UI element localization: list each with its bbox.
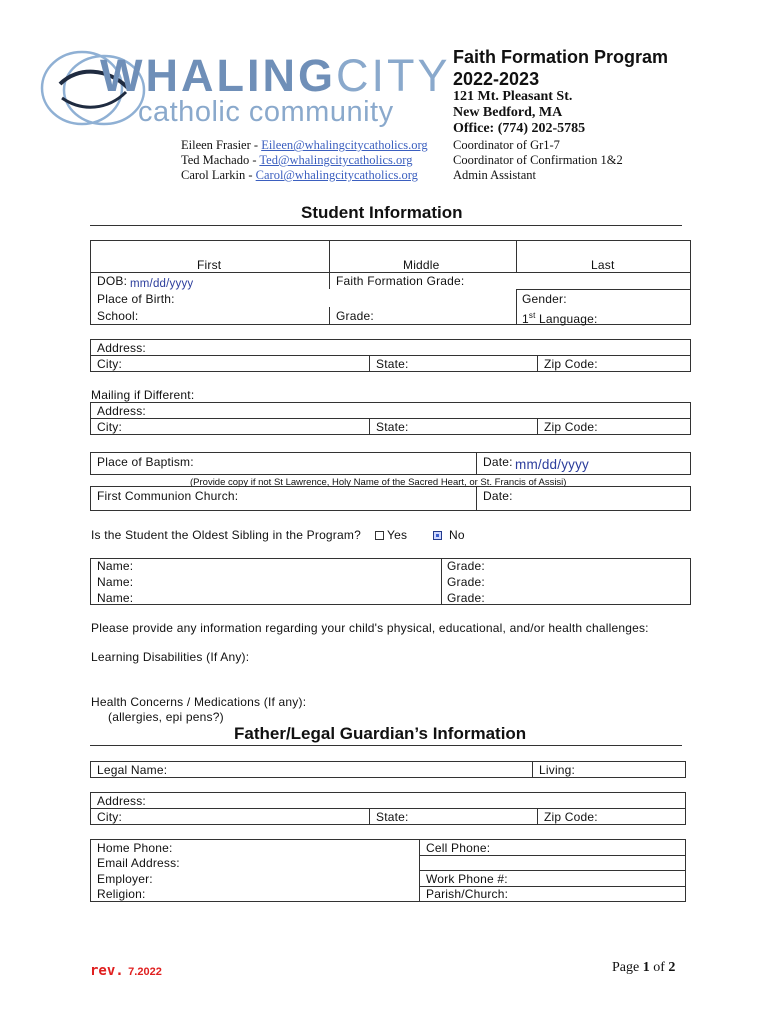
contact-email-link[interactable]: Carol@whalingcitycatholics.org bbox=[255, 168, 418, 182]
contact-role: Coordinator of Gr1-7 bbox=[453, 138, 560, 152]
father-address-label: Address: bbox=[97, 794, 146, 808]
baptism-date-label: Date: bbox=[483, 455, 513, 469]
mailing-address-label: Address: bbox=[97, 404, 146, 418]
divider bbox=[419, 870, 686, 871]
logo-name-part2: CITY bbox=[335, 50, 451, 101]
divider bbox=[476, 486, 477, 511]
divider bbox=[532, 761, 533, 778]
page-current: 1 bbox=[642, 960, 650, 975]
office-phone: Office: (774) 202-5785 bbox=[453, 121, 586, 136]
page-total: 2 bbox=[668, 960, 676, 975]
home-phone-label: Home Phone: bbox=[97, 841, 173, 855]
language-label bbox=[522, 309, 598, 326]
divider bbox=[90, 225, 682, 226]
employer-label: Employer: bbox=[97, 872, 153, 886]
siblings-box bbox=[90, 558, 691, 605]
rev-date: 7.2022 bbox=[128, 966, 162, 978]
address-line2: New Bedford, MA bbox=[453, 105, 563, 120]
contact-email-link[interactable]: Eileen@whalingcitycatholics.org bbox=[261, 138, 428, 152]
contact-name: Carol Larkin - bbox=[181, 168, 256, 182]
sibling-grade-label: Grade: bbox=[447, 591, 485, 605]
address-line1: 121 Mt. Pleasant St. bbox=[453, 89, 573, 104]
divider bbox=[329, 307, 330, 325]
father-section-title: Father/Legal Guardian’s Information bbox=[234, 724, 527, 743]
contact-row bbox=[181, 168, 418, 183]
divider bbox=[537, 355, 538, 372]
no-option[interactable] bbox=[433, 528, 465, 542]
mailing-city-label: City: bbox=[97, 420, 122, 434]
page-number bbox=[612, 960, 675, 976]
divider bbox=[537, 418, 538, 435]
zip-label: Zip Code: bbox=[544, 357, 598, 371]
contact-name: Eileen Frasier - bbox=[181, 138, 262, 152]
state-label: State: bbox=[376, 357, 409, 371]
last-name-input[interactable] bbox=[518, 242, 690, 256]
sibling-name-label: Name: bbox=[97, 559, 134, 573]
logo-name-part1: WHALING bbox=[100, 50, 336, 101]
mailing-label: Mailing if Different: bbox=[91, 388, 195, 402]
communion-date-label: Date: bbox=[483, 489, 513, 503]
divider bbox=[516, 240, 517, 273]
contact-name: Ted Machado - bbox=[181, 153, 260, 167]
living-label: Living: bbox=[539, 763, 576, 777]
sibling-name-label: Name: bbox=[97, 575, 134, 589]
divider bbox=[90, 418, 691, 419]
contact-role: Admin Assistant bbox=[453, 168, 536, 182]
student-section-title: Student Information bbox=[301, 203, 463, 222]
challenges-prompt: Please provide any information regarding your child's physical, educational, and/or health challenges: bbox=[91, 621, 649, 635]
yes-option[interactable] bbox=[375, 528, 407, 542]
ff-grade-label: Faith Formation Grade: bbox=[336, 274, 465, 288]
legal-name-box bbox=[90, 761, 686, 778]
city-label: City: bbox=[97, 357, 122, 371]
health-concerns-label: Health Concerns / Medications (If any): bbox=[91, 695, 307, 709]
email-label: Email Address: bbox=[97, 856, 180, 870]
rev-label: rev. bbox=[90, 963, 124, 979]
sibling-grade-label: Grade: bbox=[447, 559, 485, 573]
cell-phone-label: Cell Phone: bbox=[426, 841, 491, 855]
page-prefix: Page bbox=[612, 960, 643, 975]
program-title: Faith Formation Program bbox=[453, 47, 669, 67]
provide-copy-note: (Provide copy if not St Lawrence, Holy Name of the Sacred Heart, or St. Francis of Assisi) bbox=[190, 477, 567, 488]
work-phone-label: Work Phone #: bbox=[426, 872, 508, 886]
language-text: Language: bbox=[535, 312, 598, 326]
allergies-note: (allergies, epi pens?) bbox=[108, 710, 224, 724]
yes-label: Yes bbox=[387, 528, 408, 542]
dob-input[interactable]: mm/dd/yyyy bbox=[130, 278, 194, 290]
divider bbox=[90, 808, 686, 809]
mailing-state-label: State: bbox=[376, 420, 409, 434]
sibling-name-label: Name: bbox=[97, 591, 134, 605]
gender-label: Gender: bbox=[522, 292, 567, 306]
language-number: 1 bbox=[522, 312, 529, 326]
grade-label: Grade: bbox=[336, 309, 374, 323]
divider bbox=[516, 289, 691, 290]
middle-name-input[interactable] bbox=[331, 242, 515, 256]
revision-note bbox=[90, 962, 162, 980]
parish-label: Parish/Church: bbox=[426, 887, 509, 901]
dob-label: DOB: bbox=[97, 274, 128, 288]
divider bbox=[369, 808, 370, 825]
divider bbox=[369, 418, 370, 435]
divider bbox=[441, 558, 442, 605]
learning-disabilities-label: Learning Disabilities (If Any): bbox=[91, 650, 250, 664]
baptism-place-label: Place of Baptism: bbox=[97, 455, 194, 469]
logo-subtitle: catholic community bbox=[138, 96, 394, 128]
divider bbox=[90, 745, 682, 746]
last-name-label: Last bbox=[591, 258, 615, 272]
contact-email-link[interactable]: Ted@whalingcitycatholics.org bbox=[259, 153, 413, 167]
divider bbox=[419, 839, 420, 902]
first-name-input[interactable] bbox=[92, 242, 328, 256]
program-year: 2022-2023 bbox=[453, 69, 540, 89]
oldest-sibling-question: Is the Student the Oldest Sibling in the Program? bbox=[91, 528, 361, 542]
middle-name-label: Middle bbox=[403, 258, 440, 272]
divider bbox=[329, 240, 330, 273]
divider bbox=[329, 272, 330, 289]
contact-role: Coordinator of Confirmation 1&2 bbox=[453, 153, 623, 167]
divider bbox=[476, 452, 477, 475]
father-state-label: State: bbox=[376, 810, 409, 824]
yes-checkbox[interactable] bbox=[375, 531, 384, 540]
baptism-date-input[interactable]: mm/dd/yyyy bbox=[515, 457, 590, 472]
first-name-label: First bbox=[197, 258, 222, 272]
divider bbox=[369, 355, 370, 372]
father-city-label: City: bbox=[97, 810, 122, 824]
sibling-grade-label: Grade: bbox=[447, 575, 485, 589]
page-of: of bbox=[649, 960, 669, 975]
place-of-birth-label: Place of Birth: bbox=[97, 292, 175, 306]
communion-church-label: First Communion Church: bbox=[97, 489, 239, 503]
contact-row bbox=[181, 138, 428, 153]
religion-label: Religion: bbox=[97, 887, 146, 901]
no-label: No bbox=[449, 528, 465, 542]
logo bbox=[38, 46, 451, 136]
mailing-zip-label: Zip Code: bbox=[544, 420, 598, 434]
contact-row bbox=[181, 153, 412, 168]
father-zip-label: Zip Code: bbox=[544, 810, 598, 824]
divider bbox=[419, 855, 686, 856]
legal-name-label: Legal Name: bbox=[97, 763, 168, 777]
divider bbox=[516, 289, 517, 325]
address-label: Address: bbox=[97, 341, 146, 355]
divider bbox=[90, 355, 691, 356]
divider bbox=[537, 808, 538, 825]
school-label: School: bbox=[97, 309, 139, 323]
no-checkbox[interactable] bbox=[433, 531, 442, 540]
language-suffix: st bbox=[528, 311, 536, 320]
